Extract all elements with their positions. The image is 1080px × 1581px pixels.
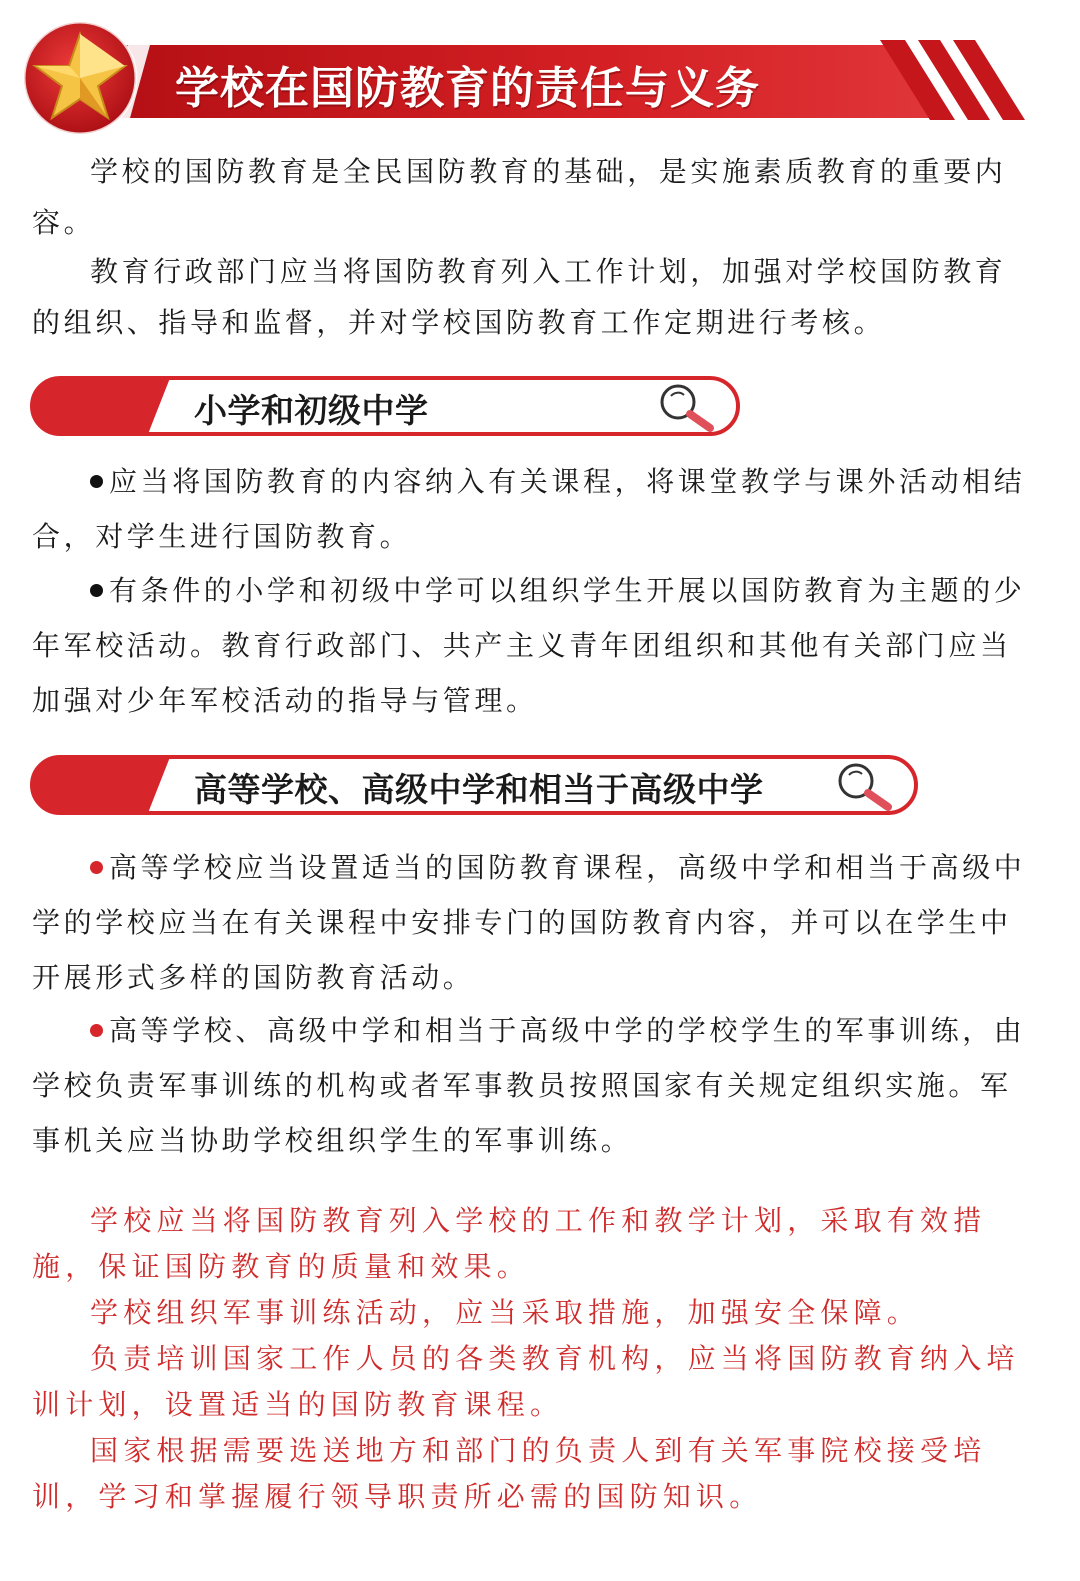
closing-paragraph-1: 学校应当将国防教育列入学校的工作和教学计划，采取有效措施，保证国防教育的质量和效果。 [32,1204,987,1283]
section-header-primary-junior [30,376,742,438]
bullet-dot-icon [90,861,103,874]
list-item: 有条件的小学和初级中学可以组织学生开展以国防教育为主题的少年军校活动。教育行政部门、共产主义青年团组织和其他有关部门应当加强对少年军校活动的指导与管理。 [32,574,1026,717]
closing-paragraph-3: 负责培训国家工作人员的各类教育机构，应当将国防教育纳入培训计划，设置适当的国防教育课程。 [32,1342,1020,1421]
section-title-primary-junior: 小学和初级中学 [194,391,429,430]
bullet-dot-icon [90,475,103,488]
list-item: 应当将国防教育的内容纳入有关课程，将课堂教学与课外活动相结合，对学生进行国防教育。 [32,465,1026,553]
header-banner [0,0,1080,140]
page-title: 学校在国防教育的责任与义务 [175,63,760,114]
bullet-dot-icon [90,1024,103,1037]
section-title-higher: 高等学校、高级中学和相当于高级中学 [194,770,764,809]
intro-paragraph-2: 教育行政部门应当将国防教育列入工作计划，加强对学校国防教育的组织、指导和监督，并对学校国防教育工作定期进行考核。 [32,255,1007,339]
intro-paragraph-1: 学校的国防教育是全民国防教育的基础，是实施素质教育的重要内容。 [32,155,1007,239]
list-item: 高等学校应当设置适当的国防教育课程，高级中学和相当于高级中学的学校应当在有关课程中安排专门的国防教育内容，并可以在学生中开展形式多样的国防教育活动。 [32,851,1026,994]
list-item: 高等学校、高级中学和相当于高级中学的学校学生的军事训练，由学校负责军事训练的机构或者军事教员按照国家有关规定组织实施。军事机关应当协助学校组织学生的军事训练。 [32,1014,1026,1157]
closing-paragraph-4: 国家根据需要选送地方和部门的负责人到有关军事院校接受培训，学习和掌握履行领导职责所必需的国防知识。 [32,1434,987,1513]
closing-paragraph-2: 学校组织军事训练活动，应当采取措施，加强安全保障。 [90,1296,921,1329]
bullet-dot-icon [90,584,103,597]
section-header-higher [30,755,920,817]
